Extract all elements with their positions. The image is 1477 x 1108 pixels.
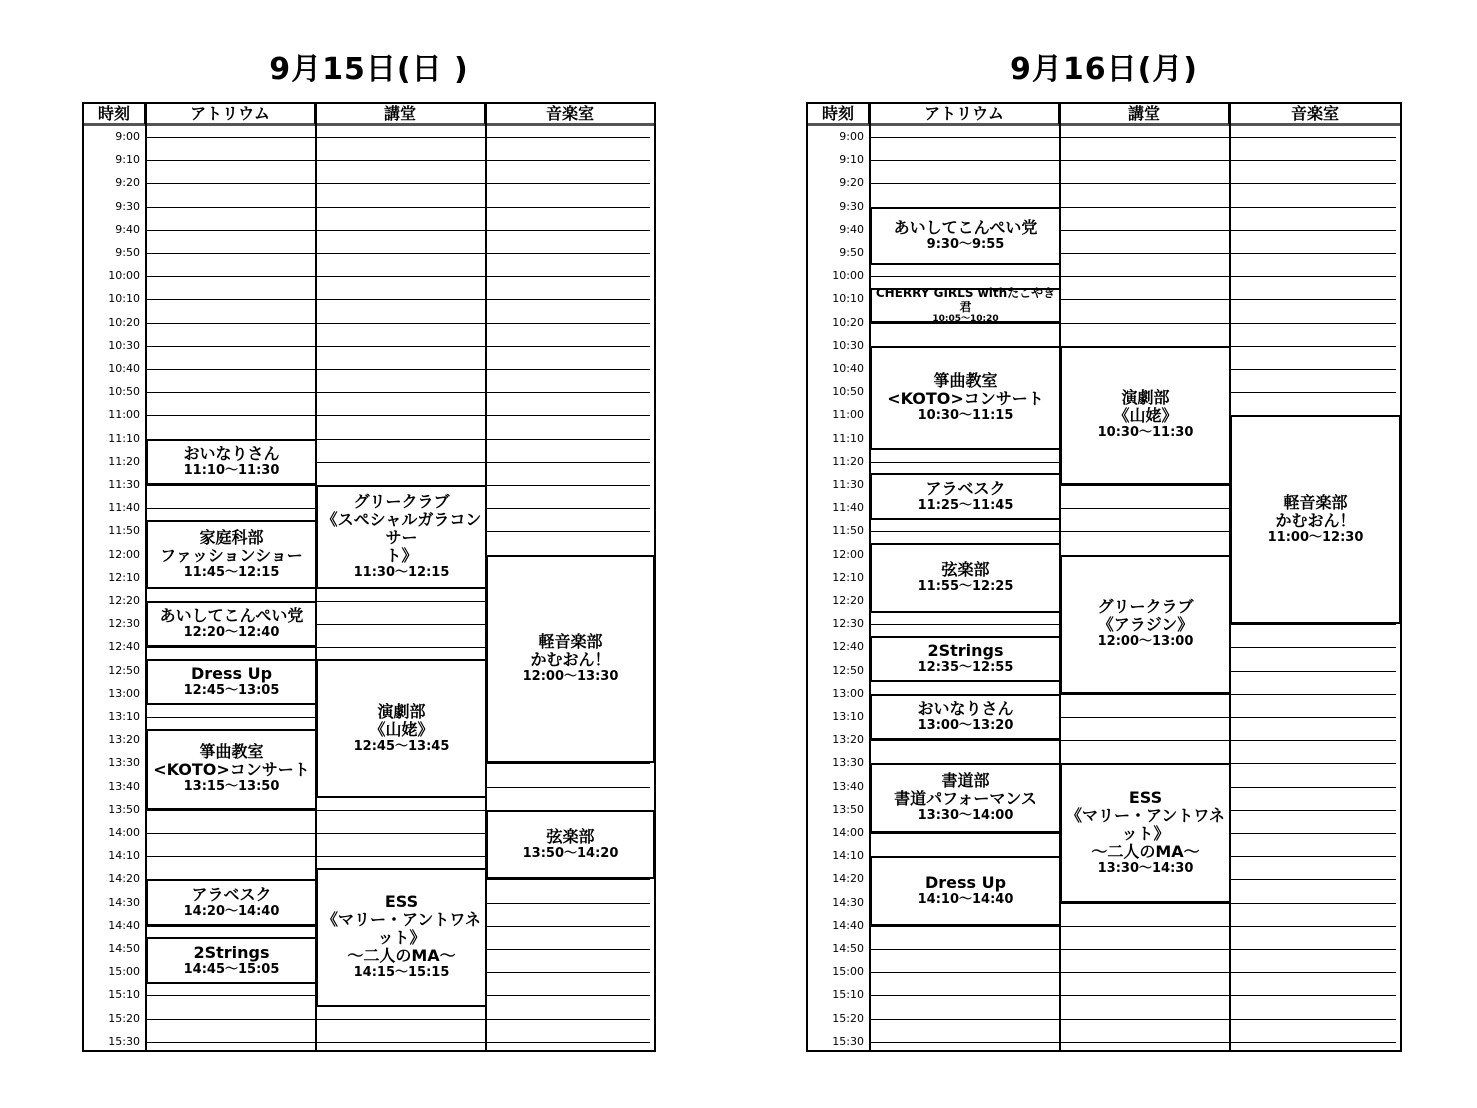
time-label: 13:40 (108, 779, 140, 793)
time-label: 11:30 (832, 478, 864, 491)
time-label: 14:00 (108, 826, 140, 839)
schedule-table-sep15 (82, 102, 656, 1052)
time-label: 15:30 (832, 1034, 864, 1048)
event-block (486, 555, 655, 764)
time-label: 14:10 (832, 849, 864, 863)
time-label: 12:20 (108, 594, 140, 607)
event-name: CHERRY GIRLS withたこやき君 (875, 285, 1056, 314)
event-block (1230, 415, 1401, 624)
event-block (146, 520, 317, 590)
header-venue: 講堂 (1060, 104, 1230, 124)
day-title-sep16: 9月16日(月) (1009, 52, 1199, 87)
header-time: 時刻 (808, 104, 870, 124)
time-label: 11:10 (108, 431, 140, 445)
grid-line (146, 183, 650, 184)
grid-line (146, 369, 650, 370)
time-label: 10:20 (108, 315, 140, 329)
event-block (146, 601, 317, 647)
event-block (870, 694, 1061, 740)
event-time: 12:45～13:05 (183, 683, 280, 699)
table-header (808, 104, 1400, 126)
event-time: 12:00～13:30 (522, 668, 619, 684)
time-label: 13:10 (108, 710, 140, 723)
time-label: 13:00 (832, 686, 864, 700)
event-block (870, 636, 1061, 682)
header-venue: 音楽室 (545, 104, 594, 123)
event-block (146, 937, 317, 983)
event-time: 11:55～12:25 (917, 578, 1014, 594)
day-title-sep15: 9月15日(日 ) (269, 52, 469, 87)
event-block (870, 856, 1061, 926)
time-label: 12:00 (108, 547, 140, 561)
event-time: 11:45～12:15 (183, 564, 280, 580)
grid-line (870, 740, 1396, 741)
event-time: 12:45～13:45 (353, 738, 450, 754)
grid-line (870, 949, 1396, 950)
grid-line (146, 207, 650, 208)
time-label: 13:50 (108, 802, 140, 816)
time-label: 13:40 (832, 779, 864, 793)
event-name: グリークラブ 《スペシャルガラコンサー ト》 (321, 492, 482, 566)
event-name: 弦楽部 (941, 559, 990, 579)
time-label: 10:50 (108, 385, 140, 399)
time-label: 15:10 (108, 988, 140, 1002)
grid-line (146, 346, 650, 347)
event-block (316, 659, 487, 798)
event-name: あいしてこんぺい党 (893, 217, 1038, 237)
event-time: 11:25～11:45 (917, 497, 1014, 513)
time-label: 10:00 (832, 269, 864, 283)
event-time: 10:30～11:30 (1097, 425, 1194, 441)
event-block (486, 810, 655, 880)
grid-line (146, 1019, 650, 1020)
time-label: 11:50 (108, 524, 140, 538)
time-label: 9:40 (115, 222, 140, 236)
time-label: 15:10 (832, 988, 864, 1002)
header-venue: アトリウム (870, 104, 1060, 124)
event-block (1060, 763, 1231, 902)
time-label: 11:40 (108, 501, 140, 515)
event-name: あいしてこんぺい党 (159, 606, 304, 626)
event-block (316, 868, 487, 1007)
event-name: 2Strings (193, 942, 270, 962)
time-label: 15:00 (832, 965, 864, 979)
time-label: 14:10 (108, 849, 140, 863)
event-block (870, 285, 1061, 324)
event-time: 12:00～13:00 (1097, 634, 1194, 650)
grid-line (870, 137, 1396, 138)
grid-line (146, 415, 650, 416)
time-label: 12:30 (108, 617, 140, 631)
event-block (870, 207, 1061, 265)
event-name: Dress Up (924, 872, 1007, 892)
time-label: 14:20 (108, 872, 140, 886)
time-label: 14:00 (832, 826, 864, 839)
grid-line (870, 972, 1396, 973)
time-label: 14:40 (832, 918, 864, 932)
time-label: 13:20 (108, 733, 140, 747)
event-block (1060, 555, 1231, 694)
event-block (146, 659, 317, 705)
event-time: 11:10～11:30 (183, 462, 280, 478)
grid-line (146, 392, 650, 393)
event-time: 9:30～9:55 (926, 236, 1005, 252)
time-label: 12:10 (832, 570, 864, 584)
time-label: 10:10 (108, 292, 140, 306)
grid-line (870, 160, 1396, 161)
header-time: 時刻 (84, 104, 146, 124)
event-time: 12:35～12:55 (917, 659, 1014, 675)
time-label: 9:00 (115, 130, 140, 143)
time-label: 13:50 (832, 802, 864, 816)
time-label: 14:20 (832, 872, 864, 886)
time-label: 9:10 (839, 153, 864, 167)
time-label: 9:30 (115, 199, 140, 213)
time-label: 15:00 (108, 965, 140, 979)
event-block (146, 729, 317, 810)
time-label: 11:00 (108, 408, 140, 422)
header-venue: アトリウム (146, 104, 316, 124)
event-time: 14:15～15:15 (353, 965, 450, 981)
grid-line (146, 1042, 650, 1043)
time-label: 13:00 (108, 686, 140, 700)
time-label: 11:10 (832, 431, 864, 445)
event-time: 11:00～12:30 (1267, 529, 1364, 545)
event-time: 12:20～12:40 (183, 625, 280, 641)
time-label: 9:40 (839, 222, 864, 236)
time-label: 13:10 (832, 710, 864, 723)
time-label: 14:30 (832, 895, 864, 909)
grid-line (146, 323, 650, 324)
time-label: 10:40 (832, 362, 864, 375)
time-label: 11:00 (832, 408, 864, 422)
time-label: 14:40 (108, 918, 140, 932)
time-label: 15:20 (108, 1011, 140, 1025)
time-label: 12:00 (832, 547, 864, 561)
time-label: 13:20 (832, 733, 864, 747)
grid-line (870, 1042, 1396, 1043)
grid-line (870, 183, 1396, 184)
event-block (870, 473, 1061, 519)
event-time: 13:00～13:20 (917, 717, 1014, 733)
event-name: 箏曲教室 <KOTO>コンサート (153, 742, 310, 780)
event-name: グリークラブ 《アラジン》 (1097, 597, 1194, 635)
grid-line (146, 253, 650, 254)
time-label: 11:20 (832, 454, 864, 468)
grid-line (146, 276, 650, 277)
grid-line (146, 137, 650, 138)
time-label: 9:50 (115, 246, 140, 259)
time-label: 10:00 (108, 269, 140, 283)
time-label: 14:50 (108, 942, 140, 955)
time-label: 10:50 (832, 385, 864, 399)
time-label: 12:40 (108, 640, 140, 654)
time-label: 15:30 (108, 1034, 140, 1048)
time-label: 11:30 (108, 478, 140, 491)
grid-line (870, 926, 1396, 927)
event-name: Dress Up (190, 664, 273, 684)
header-venue: 音楽室 (1290, 104, 1339, 123)
event-name: おいなりさん (917, 698, 1014, 718)
event-block (1060, 346, 1231, 485)
time-label: 11:40 (832, 501, 864, 515)
time-label: 12:10 (108, 570, 140, 584)
event-name: アラベスク (925, 478, 1006, 498)
time-label: 9:00 (839, 130, 864, 143)
event-name: 演劇部 《山姥》 (1113, 388, 1178, 426)
time-label: 12:20 (832, 594, 864, 607)
grid-line (146, 299, 650, 300)
event-name: 箏曲教室 <KOTO>コンサート (887, 370, 1044, 408)
time-label: 11:50 (832, 524, 864, 538)
time-label: 10:10 (832, 292, 864, 306)
time-label: 13:30 (832, 756, 864, 770)
grid-line (870, 995, 1396, 996)
time-label: 9:30 (839, 199, 864, 213)
event-name: アラベスク (191, 884, 272, 904)
time-label: 9:10 (115, 153, 140, 167)
event-name: ESS 《マリー・アントワネット》 ～二人のMA～ (322, 892, 481, 966)
time-label: 9:20 (839, 176, 864, 190)
event-block (146, 439, 317, 485)
time-label: 10:30 (108, 338, 140, 352)
time-label: 14:50 (832, 942, 864, 955)
time-label: 14:30 (108, 895, 140, 909)
schedule-table-sep16 (806, 102, 1402, 1052)
event-time: 13:15～13:50 (183, 779, 280, 795)
time-label: 11:20 (108, 454, 140, 468)
grid-line (870, 276, 1396, 277)
event-time: 14:10～14:40 (917, 891, 1014, 907)
event-time: 13:30～14:30 (1097, 860, 1194, 876)
time-label: 9:50 (839, 246, 864, 259)
event-name: 演劇部 《山姥》 (369, 701, 434, 739)
event-time: 13:30～14:00 (917, 808, 1014, 824)
event-name: おいなりさん (183, 443, 280, 463)
grid-line (146, 160, 650, 161)
event-name: 軽音楽部 かむおん！ (1275, 492, 1356, 530)
event-block (870, 346, 1061, 450)
event-block (870, 763, 1061, 833)
event-name: 家庭科部 ファッションショー (160, 527, 303, 565)
time-label: 10:40 (108, 362, 140, 375)
time-label: 12:50 (108, 663, 140, 677)
event-time: 10:30～11:15 (917, 407, 1014, 423)
event-name: 2Strings (927, 640, 1004, 660)
event-name: ESS 《マリー・アントワネット》 ～二人のMA～ (1066, 787, 1225, 861)
table-header (84, 104, 654, 126)
event-time: 10:05～10:20 (932, 313, 999, 324)
event-block (146, 879, 317, 925)
time-label: 9:20 (115, 176, 140, 190)
event-time: 14:45～15:05 (183, 961, 280, 977)
event-name: 軽音楽部 かむおん！ (530, 631, 611, 669)
time-label: 12:50 (832, 663, 864, 677)
grid-line (146, 230, 650, 231)
time-label: 10:30 (832, 338, 864, 352)
event-name: 書道部 書道パフォーマンス (894, 771, 1037, 809)
grid-line (870, 1019, 1396, 1020)
time-label: 10:20 (832, 315, 864, 329)
time-label: 15:20 (832, 1011, 864, 1025)
time-label: 12:30 (832, 617, 864, 631)
event-time: 13:50～14:20 (522, 845, 619, 861)
event-time: 14:20～14:40 (183, 903, 280, 919)
event-name: 弦楽部 (546, 826, 595, 846)
event-time: 11:30～12:15 (353, 565, 450, 581)
event-block (870, 543, 1061, 613)
header-venue: 講堂 (316, 104, 486, 124)
time-label: 12:40 (832, 640, 864, 654)
time-label: 13:30 (108, 756, 140, 770)
event-block (316, 485, 487, 589)
